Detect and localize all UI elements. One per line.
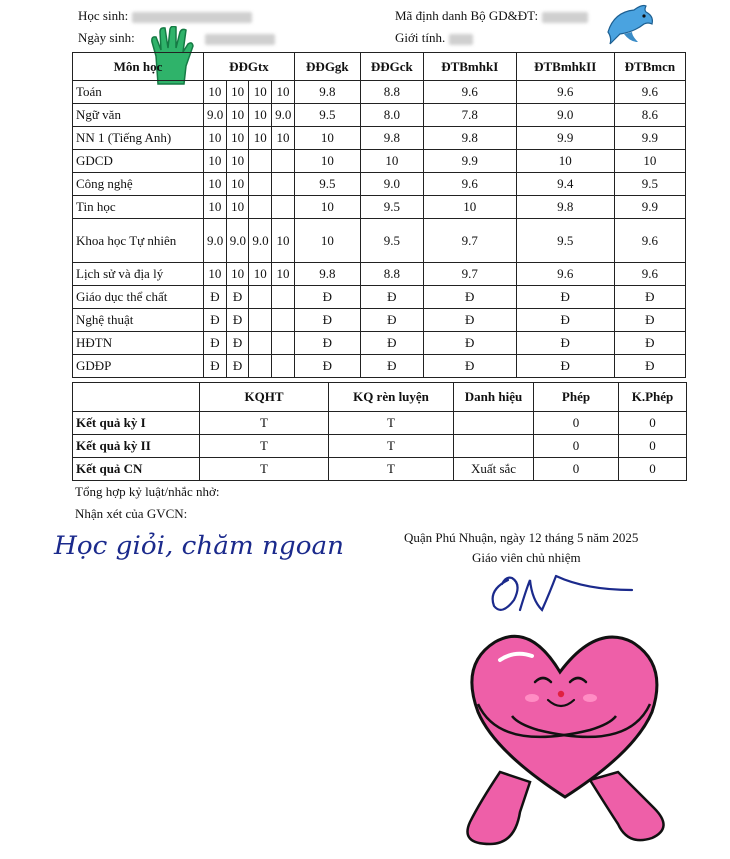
student-label-text: Học sinh: (78, 8, 129, 23)
ddgck-cell: 8.8 (360, 263, 423, 286)
ddgtx-cell (272, 173, 295, 196)
ddgtx-cell: 9.0 (204, 104, 227, 127)
ddgck-cell: 8.8 (360, 81, 423, 104)
ddgtx-cell (272, 150, 295, 173)
header-dtbmhk2: ĐTBmhkII (516, 53, 614, 81)
dtbmcn-cell: 9.6 (614, 263, 685, 286)
ddggk-cell: 10 (294, 196, 360, 219)
dob-redacted (205, 34, 275, 45)
ddgtx-cell: 9.0 (249, 219, 272, 263)
grade-row (73, 150, 686, 173)
summary-row (73, 412, 687, 435)
summary-row (73, 435, 687, 458)
dtbmhk2-cell: 9.6 (516, 81, 614, 104)
renluyen-cell: T (329, 435, 454, 458)
ddgtx-cell (249, 173, 272, 196)
renluyen-cell: T (329, 458, 454, 481)
summary-label-cell: Kết quả kỳ II (73, 435, 200, 458)
ddggk-cell: Đ (294, 355, 360, 378)
ddgtx-cell (249, 355, 272, 378)
grade-row (73, 104, 686, 127)
ddgck-cell: 9.5 (360, 219, 423, 263)
dtbmhk1-cell: Đ (423, 332, 516, 355)
danhhieu-cell (454, 412, 534, 435)
subject-cell: Toán (73, 81, 204, 104)
grade-row (73, 355, 686, 378)
subject-cell: Ngữ văn (73, 104, 204, 127)
dtbmhk2-cell: Đ (516, 332, 614, 355)
ddgtx-cell: Đ (204, 309, 227, 332)
dtbmhk2-cell: 9.4 (516, 173, 614, 196)
ddgtx-cell: 10 (226, 150, 249, 173)
ddggk-cell: 9.8 (294, 263, 360, 286)
dtbmcn-cell: Đ (614, 309, 685, 332)
grade-row (73, 81, 686, 104)
grade-row (73, 332, 686, 355)
ddgtx-cell (272, 309, 295, 332)
dtbmhk1-cell: 9.9 (423, 150, 516, 173)
kqht-cell: T (200, 458, 329, 481)
dolphin-sticker-icon (604, 2, 656, 48)
gender-redacted (449, 34, 473, 45)
danhhieu-cell: Xuất sắc (454, 458, 534, 481)
ddggk-cell: 9.5 (294, 173, 360, 196)
ddgtx-cell: Đ (204, 286, 227, 309)
grade-row (73, 219, 686, 263)
grade-row (73, 286, 686, 309)
dtbmhk1-cell: 10 (423, 196, 516, 219)
dtbmhk1-cell: 9.6 (423, 81, 516, 104)
dtbmcn-cell: Đ (614, 355, 685, 378)
summary-table (72, 382, 687, 481)
dtbmhk1-cell: 9.7 (423, 219, 516, 263)
gender-label (395, 30, 473, 46)
ddgtx-cell: 10 (226, 196, 249, 219)
dtbmcn-cell: 9.5 (614, 173, 685, 196)
ddgtx-cell: 10 (249, 127, 272, 150)
ddgtx-cell (249, 286, 272, 309)
ddggk-cell: Đ (294, 332, 360, 355)
header-ddggk: ĐĐGgk (294, 53, 360, 81)
dtbmcn-cell: Đ (614, 286, 685, 309)
dtbmhk2-cell: 10 (516, 150, 614, 173)
ddgtx-cell: 10 (226, 127, 249, 150)
ddgtx-cell: 10 (226, 263, 249, 286)
ddgtx-cell (249, 309, 272, 332)
ddgtx-cell: 10 (272, 219, 295, 263)
dtbmcn-cell: 9.9 (614, 127, 685, 150)
dtbmhk1-cell: 7.8 (423, 104, 516, 127)
kphep-cell: 0 (619, 412, 687, 435)
id-redacted (542, 12, 588, 23)
ddgtx-cell: 10 (204, 263, 227, 286)
ddgck-cell: 8.0 (360, 104, 423, 127)
ddgtx-cell: Đ (226, 332, 249, 355)
grade-row (73, 173, 686, 196)
dtbmhk2-cell: 9.5 (516, 219, 614, 263)
ddgtx-cell: 10 (249, 104, 272, 127)
student-name-redacted (132, 12, 252, 23)
ddgtx-cell: Đ (226, 309, 249, 332)
header-dtbmcn: ĐTBmcn (614, 53, 685, 81)
pink-heart-sticker-icon (440, 612, 700, 852)
summary-header-kqht: KQHT (200, 383, 329, 412)
ddggk-cell: Đ (294, 286, 360, 309)
subject-cell: GDĐP (73, 355, 204, 378)
ddgtx-cell: 10 (272, 263, 295, 286)
subject-cell: Lịch sử và địa lý (73, 263, 204, 286)
discipline-label: Tổng hợp kỷ luật/nhắc nhở: (75, 484, 220, 499)
summary-header-phep: Phép (534, 383, 619, 412)
ddgtx-cell (249, 332, 272, 355)
comment-label: Nhận xét của GVCN: (75, 506, 188, 521)
header-ddgtx: ĐĐGtx (204, 53, 295, 81)
grade-row (73, 263, 686, 286)
grade-row (73, 309, 686, 332)
subject-cell: Công nghệ (73, 173, 204, 196)
summary-label-cell: Kết quả kỳ I (73, 412, 200, 435)
dtbmhk2-cell: 9.0 (516, 104, 614, 127)
ddgtx-cell: 10 (204, 150, 227, 173)
phep-cell: 0 (534, 458, 619, 481)
dtbmhk1-cell: 9.8 (423, 127, 516, 150)
ddggk-cell: 10 (294, 127, 360, 150)
kphep-cell: 0 (619, 435, 687, 458)
dtbmhk2-cell: 9.9 (516, 127, 614, 150)
ddgtx-cell: Đ (226, 355, 249, 378)
ddgck-cell: 9.0 (360, 173, 423, 196)
handwritten-comment-text: Học giỏi, chăm ngoan (52, 531, 344, 560)
ddgtx-cell: 10 (249, 81, 272, 104)
ddgtx-cell: 10 (272, 81, 295, 104)
subject-cell: Tin học (73, 196, 204, 219)
ddgck-cell: 10 (360, 150, 423, 173)
kqht-cell: T (200, 435, 329, 458)
ddgtx-cell: 10 (272, 127, 295, 150)
subject-cell: HĐTN (73, 332, 204, 355)
danhhieu-cell (454, 435, 534, 458)
place-date: Quận Phú Nhuận, ngày 12 tháng 5 năm 2025 (404, 530, 639, 545)
ddgtx-cell: 9.0 (226, 219, 249, 263)
header-subject: Môn học (73, 53, 204, 81)
grade-row (73, 127, 686, 150)
kqht-cell: T (200, 412, 329, 435)
kphep-cell: 0 (619, 458, 687, 481)
dtbmhk2-cell: Đ (516, 309, 614, 332)
handwritten-comment (52, 522, 352, 568)
dtbmcn-cell: 9.9 (614, 196, 685, 219)
teacher-title: Giáo viên chủ nhiệm (472, 550, 581, 565)
subject-cell: Giáo dục thể chất (73, 286, 204, 309)
grade-row (73, 196, 686, 219)
grades-table (72, 52, 686, 378)
ddgtx-cell: Đ (204, 332, 227, 355)
header-dtbmhk1: ĐTBmhkI (423, 53, 516, 81)
renluyen-cell: T (329, 412, 454, 435)
summary-header-empty (73, 383, 200, 412)
ddgck-cell: Đ (360, 332, 423, 355)
summary-row (73, 458, 687, 481)
dtbmcn-cell: 8.6 (614, 104, 685, 127)
ddggk-cell: 10 (294, 219, 360, 263)
dtbmhk1-cell: Đ (423, 309, 516, 332)
dtbmcn-cell: 9.6 (614, 81, 685, 104)
ddgck-cell: 9.5 (360, 196, 423, 219)
dtbmhk1-cell: 9.7 (423, 263, 516, 286)
dtbmhk2-cell: Đ (516, 286, 614, 309)
dtbmhk2-cell: 9.8 (516, 196, 614, 219)
ddgtx-cell (272, 196, 295, 219)
ddggk-cell: Đ (294, 309, 360, 332)
ddgtx-cell: Đ (204, 355, 227, 378)
id-label (395, 8, 588, 24)
dob-label-text: Ngày sinh: (78, 30, 135, 45)
summary-header-renluyen: KQ rèn luyện (329, 383, 454, 412)
ddgck-cell: Đ (360, 355, 423, 378)
ddgck-cell: 9.8 (360, 127, 423, 150)
dtbmcn-cell: Đ (614, 332, 685, 355)
ddgtx-cell: 9.0 (204, 219, 227, 263)
ddgtx-cell: 10 (226, 104, 249, 127)
subject-cell: NN 1 (Tiếng Anh) (73, 127, 204, 150)
ddgtx-cell: Đ (226, 286, 249, 309)
ddgtx-cell (272, 355, 295, 378)
student-label (78, 8, 252, 24)
ddggk-cell: 9.5 (294, 104, 360, 127)
summary-label-cell: Kết quả CN (73, 458, 200, 481)
ddggk-cell: 9.8 (294, 81, 360, 104)
ddgtx-cell: 10 (226, 81, 249, 104)
dtbmhk2-cell: Đ (516, 355, 614, 378)
ddgtx-cell (249, 196, 272, 219)
subject-cell: Nghệ thuật (73, 309, 204, 332)
dtbmhk1-cell: Đ (423, 286, 516, 309)
ddgtx-cell: 10 (204, 127, 227, 150)
gender-label-text: Giới tính. (395, 30, 446, 45)
header-ddgck: ĐĐGck (360, 53, 423, 81)
dtbmcn-cell: 10 (614, 150, 685, 173)
ddgck-cell: Đ (360, 286, 423, 309)
summary-header-kphep: K.Phép (619, 383, 687, 412)
ddgtx-cell: 10 (226, 173, 249, 196)
ddgtx-cell (249, 150, 272, 173)
ddggk-cell: 10 (294, 150, 360, 173)
ddgtx-cell (272, 286, 295, 309)
dtbmcn-cell: 9.6 (614, 219, 685, 263)
subject-cell: Khoa học Tự nhiên (73, 219, 204, 263)
subject-cell: GDCD (73, 150, 204, 173)
ddgtx-cell: 9.0 (272, 104, 295, 127)
ddgtx-cell: 10 (204, 173, 227, 196)
ddgtx-cell: 10 (204, 196, 227, 219)
summary-header-danhhieu: Danh hiệu (454, 383, 534, 412)
ddgck-cell: Đ (360, 309, 423, 332)
ddgtx-cell (272, 332, 295, 355)
dtbmhk2-cell: 9.6 (516, 263, 614, 286)
phep-cell: 0 (534, 435, 619, 458)
dtbmhk1-cell: Đ (423, 355, 516, 378)
dtbmhk1-cell: 9.6 (423, 173, 516, 196)
phep-cell: 0 (534, 412, 619, 435)
ddgtx-cell: 10 (249, 263, 272, 286)
ddgtx-cell: 10 (204, 81, 227, 104)
id-label-text: Mã định danh Bộ GD&ĐT: (395, 8, 539, 23)
